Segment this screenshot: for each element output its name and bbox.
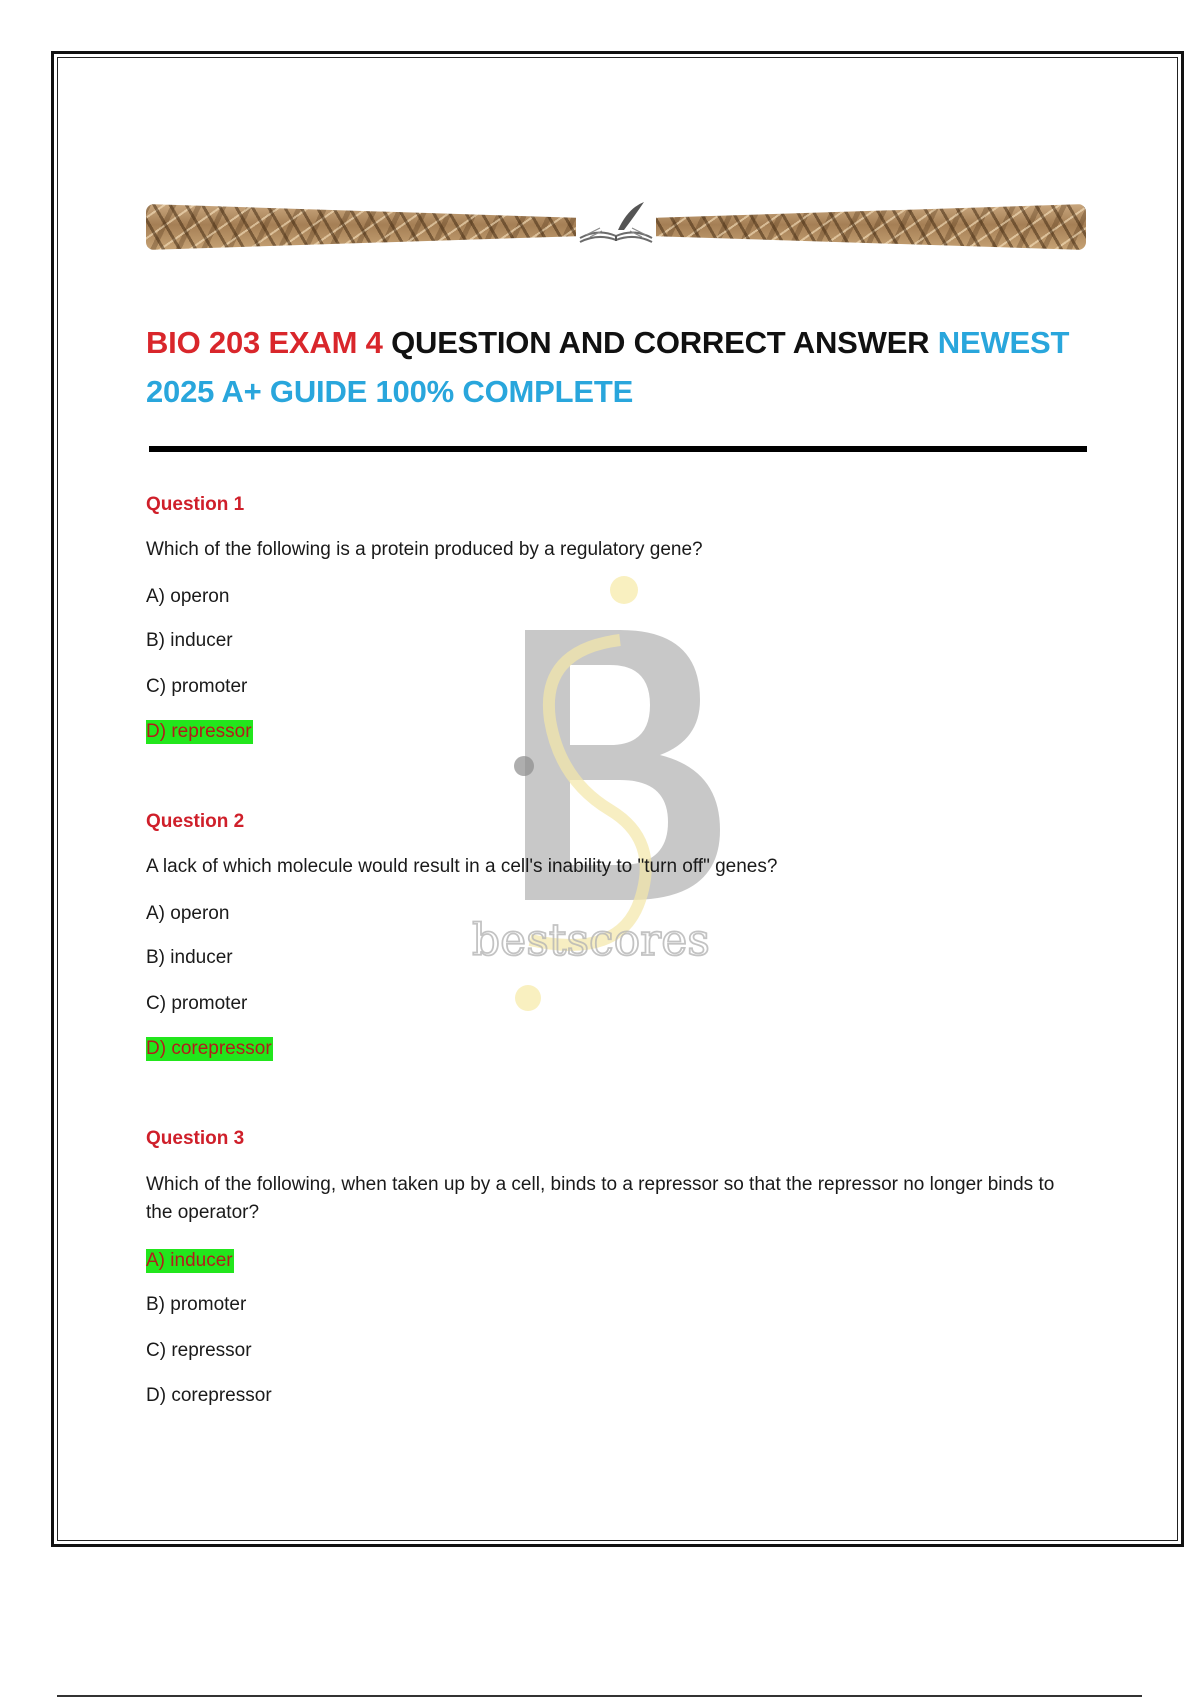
banner-left-bar bbox=[146, 204, 576, 250]
correct-answer-highlight: A) inducer bbox=[146, 1250, 233, 1271]
question-2-option-b: B) inducer bbox=[146, 947, 233, 968]
bestscores-watermark-logo bbox=[470, 570, 770, 1020]
question-1-heading: Question 1 bbox=[146, 494, 245, 515]
open-book-quill-icon bbox=[566, 200, 666, 256]
question-1-option-c: C) promoter bbox=[146, 676, 248, 697]
title-subtitle: 2025 A+ GUIDE 100% COMPLETE bbox=[146, 374, 634, 409]
question-3-heading: Question 3 bbox=[146, 1128, 245, 1149]
question-1-text: Which of the following is a protein produced by a regulatory gene? bbox=[146, 539, 703, 560]
question-2-option-c: C) promoter bbox=[146, 993, 248, 1014]
question-1-option-d bbox=[146, 718, 253, 746]
watermark-text: bestscores bbox=[472, 915, 710, 966]
correct-answer-highlight: D) corepressor bbox=[146, 1038, 272, 1059]
question-2-option-a: A) operon bbox=[146, 903, 230, 924]
title-divider bbox=[149, 446, 1087, 452]
question-2-option-d bbox=[146, 1035, 273, 1063]
question-2-heading: Question 2 bbox=[146, 811, 245, 832]
question-1-option-b: B) inducer bbox=[146, 630, 233, 651]
banner-right-bar bbox=[656, 204, 1086, 250]
question-3-option-b: B) promoter bbox=[146, 1294, 247, 1315]
question-3-text: Which of the following, when taken up by a cell, binds to a repressor so that the repressor no longer binds to the operator? bbox=[146, 1174, 1055, 1223]
question-2-text: A lack of which molecule would result in a cell's inability to "turn off" genes? bbox=[146, 856, 778, 877]
question-3-option-d: D) corepressor bbox=[146, 1385, 272, 1406]
question-1-option-a: A) operon bbox=[146, 586, 230, 607]
title-main: QUESTION AND CORRECT ANSWER bbox=[391, 325, 930, 360]
question-3-option-a bbox=[146, 1247, 234, 1275]
title-course: BIO 203 EXAM 4 bbox=[146, 325, 383, 360]
decorative-banner bbox=[146, 200, 1086, 256]
correct-answer-highlight: D) repressor bbox=[146, 721, 252, 742]
document-title bbox=[146, 318, 1086, 416]
title-newest: NEWEST bbox=[937, 325, 1070, 360]
question-3-option-c: C) repressor bbox=[146, 1340, 252, 1361]
next-page-edge bbox=[57, 1695, 1142, 1697]
